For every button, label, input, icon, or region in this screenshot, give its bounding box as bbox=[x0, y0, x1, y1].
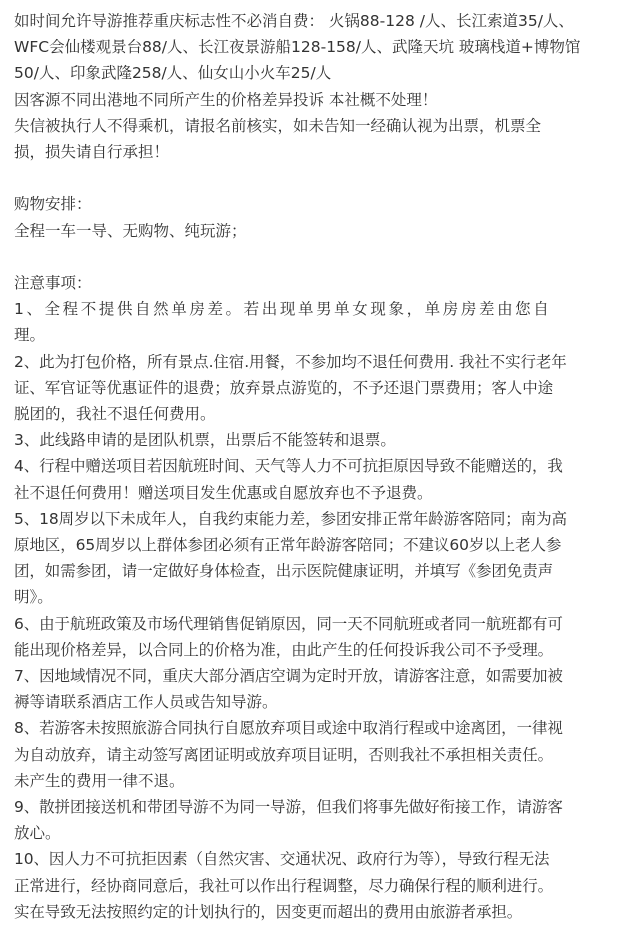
note-item bbox=[14, 506, 614, 611]
text-line: 理。 bbox=[14, 326, 46, 345]
text-line: 证、军官证等优惠证件的退费；放弃景点游览的，不予还退门票费用；客人中途 bbox=[14, 378, 554, 397]
intro-pricing-paragraph bbox=[14, 8, 614, 87]
section-heading: 购物安排： bbox=[14, 195, 92, 214]
text-line: 6、由于航班政策及市场代理销售促销原因，同一天不同航班或者同一航班都有可 bbox=[14, 614, 563, 633]
text-line: 社不退任何费用！赠送项目发生优惠或自愿放弃也不予退费。 bbox=[14, 483, 433, 502]
text-line: 明》。 bbox=[14, 588, 53, 607]
note-item bbox=[14, 296, 614, 348]
note-item bbox=[14, 663, 614, 715]
text-line: 放心。 bbox=[14, 824, 61, 843]
note-item bbox=[14, 453, 614, 505]
note-item bbox=[14, 794, 614, 846]
text-line: 团，如需参团，请一定做好身体检查，出示医院健康证明，并填写《参团免责声 bbox=[14, 562, 554, 581]
text-line: 能出现价格差异，以合同上的价格为准，由此产生的任何投诉我公司不予受理。 bbox=[14, 640, 554, 659]
note-item bbox=[14, 349, 614, 428]
text-line: 7、因地域情况不同，重庆大部分酒店空调为定时开放，请游客注意，如需要加被 bbox=[14, 667, 563, 686]
text-line: 损，损失请自行承担！ bbox=[14, 143, 170, 162]
text-line: 褥等请联系酒店工作人员或告知导游。 bbox=[14, 693, 278, 712]
text-line: 因客源不同出港地不同所产生的价格差异投诉 本社概不处理！ bbox=[14, 90, 438, 109]
text-line: 为自动放弃，请主动签写离团证明或放弃项目证明，否则我社不承担相关责任。 bbox=[14, 745, 554, 764]
text-line: 9、散拼团接送机和带团导游不为同一导游，但我们将事先做好衔接工作，请游客 bbox=[14, 798, 563, 817]
shopping-section bbox=[14, 191, 614, 243]
note-item bbox=[14, 611, 614, 663]
text-line: 4、行程中赠送项目若因航班时间、天气等人力不可抗拒原因导致不能赠送的，我 bbox=[14, 457, 563, 476]
text-line: 失信被执行人不得乘机，请报名前核实，如未告知一经确认视为出票，机票全 bbox=[14, 116, 542, 135]
text-line: 2、此为打包价格，所有景点.住宿.用餐，不参加均不退任何费用. 我社不实行老年 bbox=[14, 352, 567, 371]
text-line: 原地区，65周岁以上群体参团必须有正常年龄游客陪同；不建议60岁以上老人参 bbox=[14, 536, 562, 555]
text-line: WFC会仙楼观景台88/人、长江夜景游船128-158/人、武隆天坑 玻璃栈道+博物馆 bbox=[14, 38, 581, 57]
note-item bbox=[14, 846, 614, 925]
text-line: 8、若游客未按照旅游合同执行自愿放弃项目或途中取消行程或中途离团，一律视 bbox=[14, 719, 563, 738]
text-line: 脱团的，我社不退任何费用。 bbox=[14, 405, 216, 424]
text-line: 如时间允许导游推荐重庆标志性不必消自费： 火锅88-128 /人、长江索道35/人、 bbox=[14, 12, 574, 30]
blank-line bbox=[14, 244, 614, 270]
text-line: 正常进行，经协商同意后，我社可以作出行程调整，尽力确保行程的顺利进行。 bbox=[14, 876, 554, 895]
note-item bbox=[14, 427, 614, 453]
text-line: 实在导致无法按照约定的计划执行的，因变更而超出的费用由旅游者承担。 bbox=[14, 902, 523, 921]
text-line: 50/人、印象武隆258/人、仙女山小火车25/人 bbox=[14, 64, 332, 83]
text-line: 3、此线路申请的是团队机票，出票后不能签转和退票。 bbox=[14, 431, 396, 450]
price-disclaimer-paragraph bbox=[14, 87, 614, 113]
text-line: 10、因人力不可抗拒因素（自然灾害、交通状况、政府行为等），导致行程无法 bbox=[14, 850, 550, 869]
text-line: 全程一车一导、无购物、纯玩游； bbox=[14, 221, 247, 240]
note-item bbox=[14, 715, 614, 794]
text-line: 未产生的费用一律不退。 bbox=[14, 771, 185, 790]
dishonest-notice-paragraph bbox=[14, 113, 614, 165]
notes-section bbox=[14, 270, 614, 925]
section-heading: 注意事项： bbox=[14, 274, 92, 292]
text-line: 5、18周岁以下未成年人，自我约束能力差，参团安排正常年龄游客陪同；南为高 bbox=[14, 509, 567, 528]
blank-line bbox=[14, 165, 614, 191]
text-line: 1、全程不提供自然单房差。若出现单男单女现象，单房房差由您自 bbox=[14, 300, 552, 319]
